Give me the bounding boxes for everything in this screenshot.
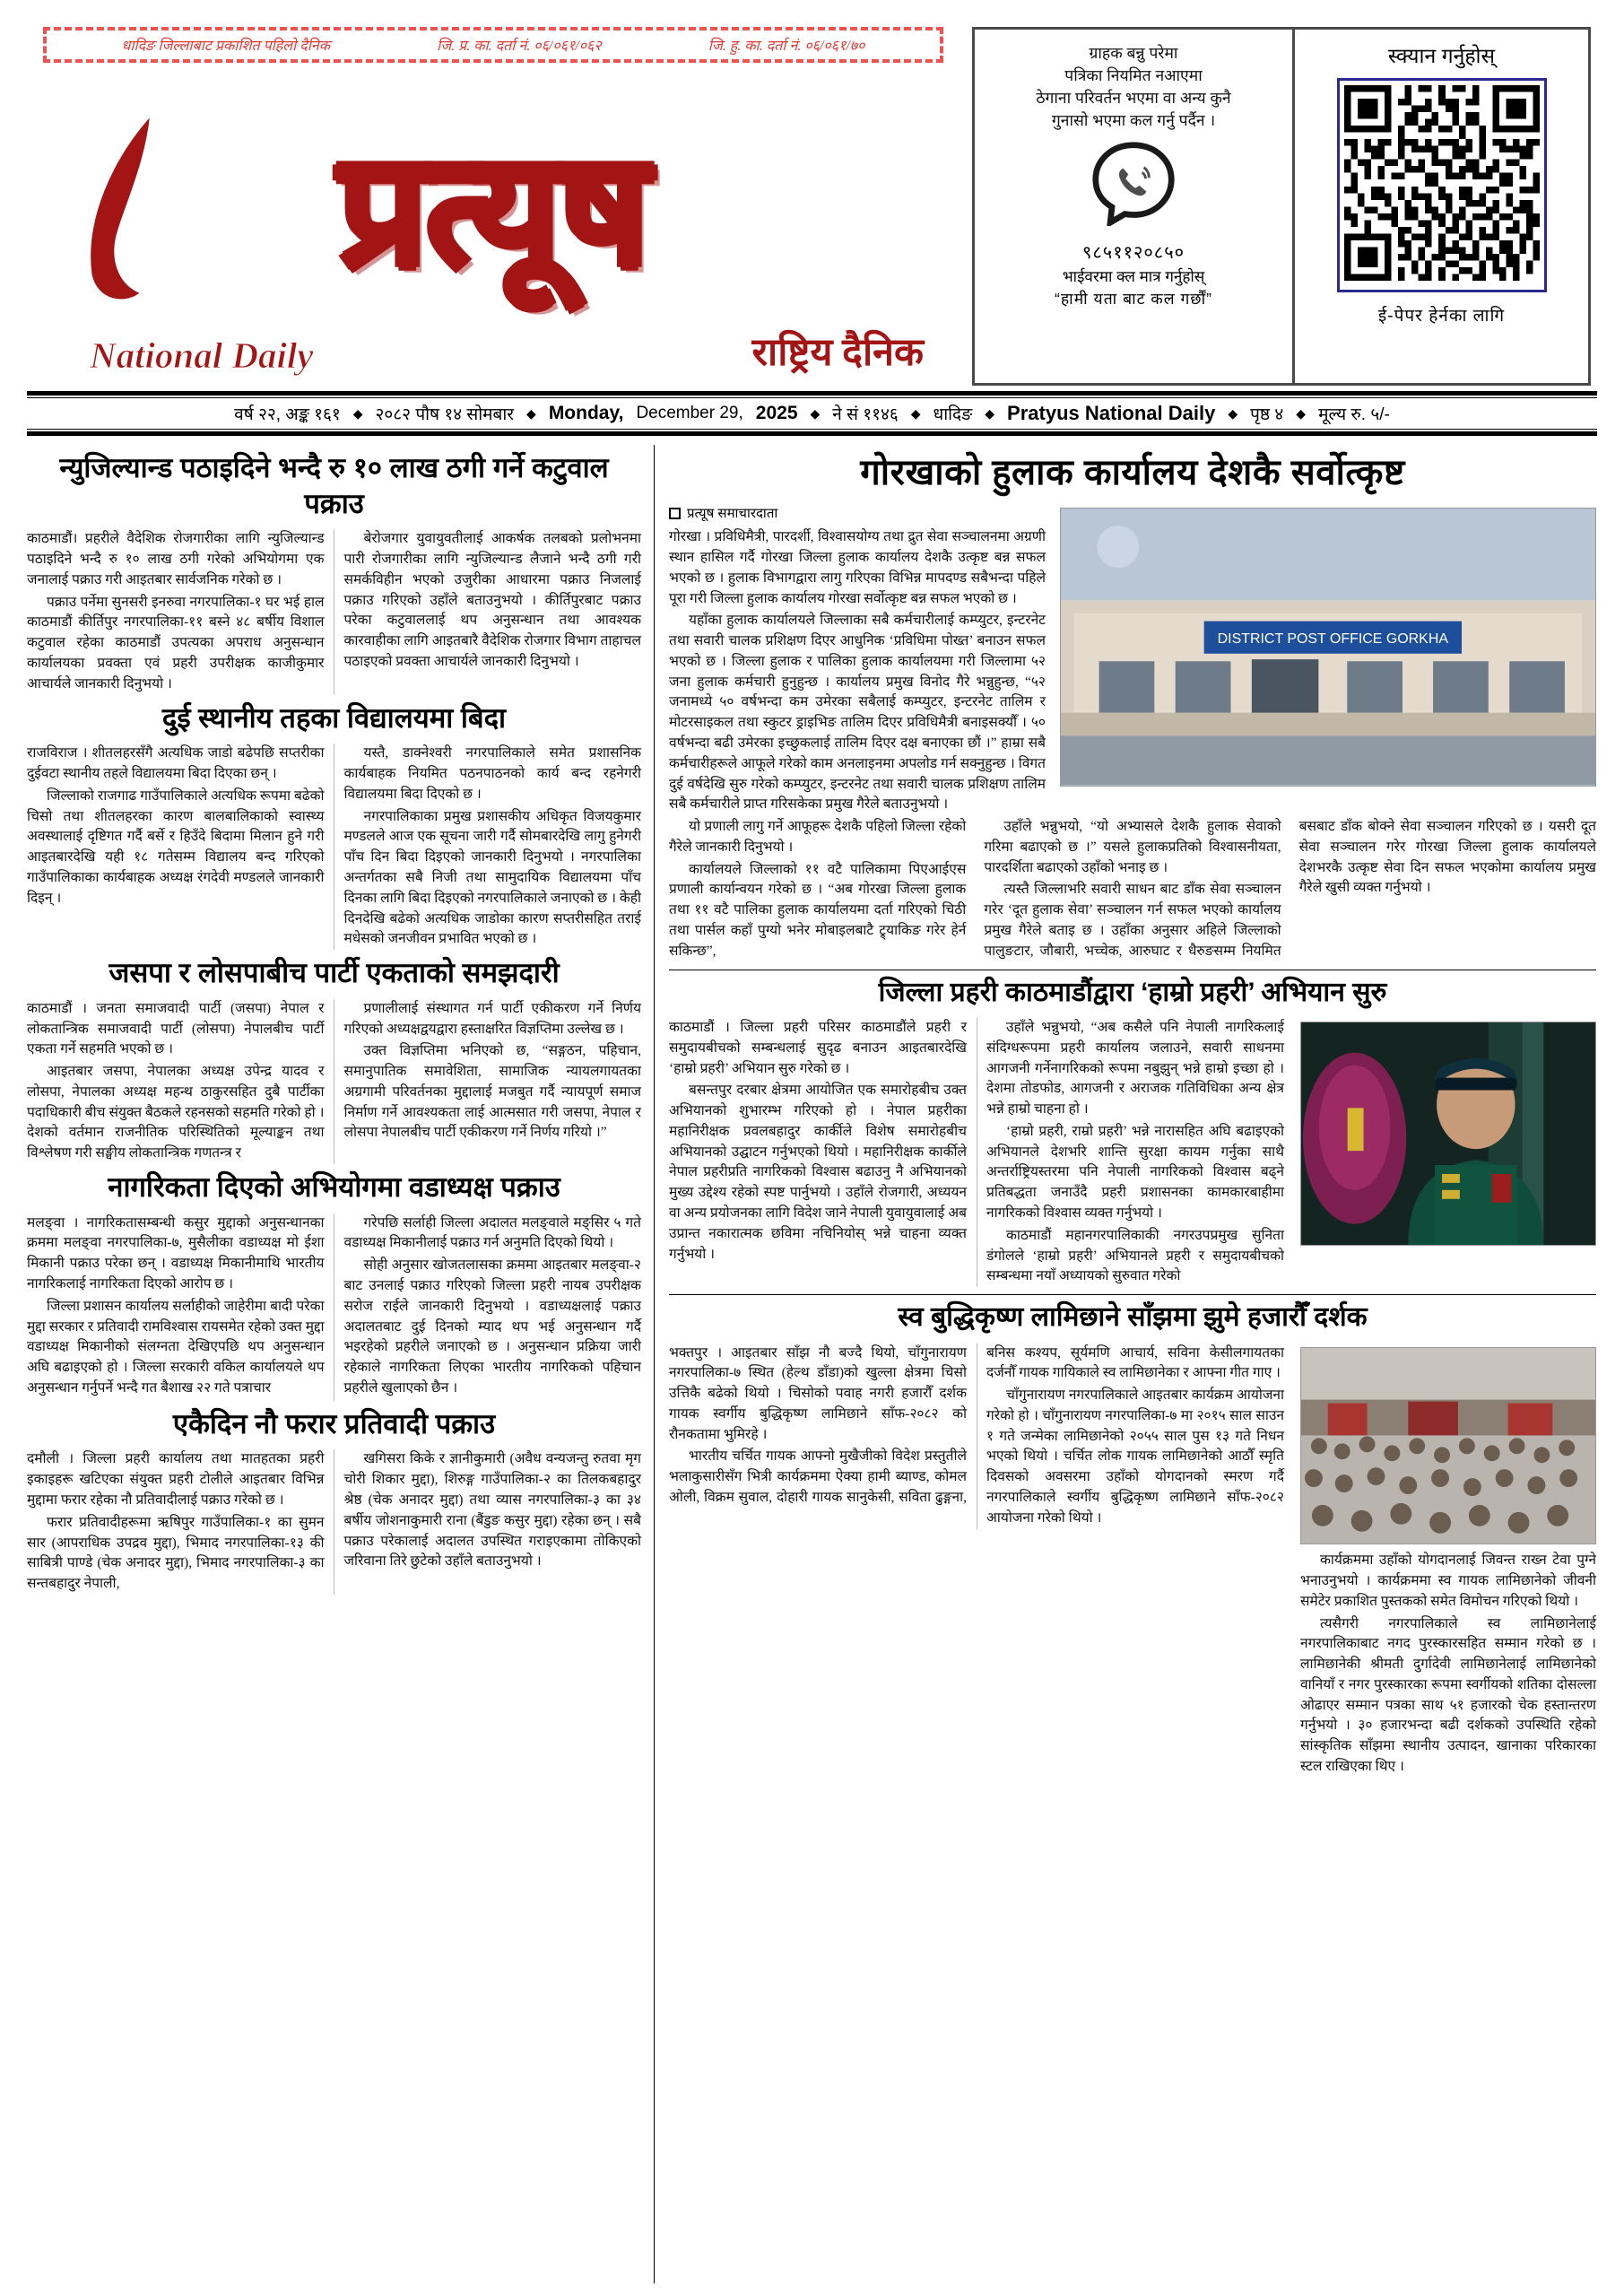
brand-name-english: Pratyus National Daily <box>1007 402 1216 424</box>
photo-police-officer <box>1300 1022 1596 1246</box>
paragraph: उहाँले भन्नुभयो, “अब कसैले पनि नेपाली नागरिकलाई संदिग्धरूपमा प्रहरी कार्यालय जलाउने, सवारी साधनमा आगजनी गर्नेनागरिकको रूपमा नबुझुन् भन्ने हाम्रो इच्छा हो । देशमा तोडफोड, आगजनी र अराजक गतिविधिका अन्य क्षेत्र भन्ने हाम्रो चाहना हो । <box>986 1019 1284 1118</box>
headline-gorkha-post-office: गोरखाको हुलाक कार्यालय देशकै सर्वोत्कृष्ट <box>860 453 1405 492</box>
paragraph: यहाँका हुलाक कार्यालयले जिल्लाका सबै कर्मचारीलाई कम्प्युटर, इन्टरनेट तथा सवारी चालक प्रशिक्षण दिएर आधुनिक ‘प्रविधिमा पोख्त’ बनाउन सफल भएको छ । जिल्ला हुलाक र पालिका हुलाक कार्यालयमा गरी जिल्लामा ५२ जना हुलाक कर्मचारी हुनुहुन्छ । कार्यालय प्रमुख विनोद गैरे भन्नुहुन्छ, “५२ जनामध्ये ५० वर्षभन्दा कम उमेरका सबैलाई कम्प्युटर, इन्टरनेट तालिम र मोटरसाइकल तथा स्कुटर ड्राइभिङ तालिम दिएर प्रविधिमैत्री बनाइसक्यौँ । ५० वर्षभन्दा बढी उमेरका इच्छुकलाई तालिम दिएर दक्ष बनाएका छौं ।” हाम्रा सबै कर्मचारीहरूले आफूले गरेको काम अनलाइनमा अपलोड गर्न सक्नुहुन्छ । विगत दुई वर्षदेखि सुरु गरेको कम्प्युटर, इन्टरनेट तथा सवारी चालक प्रशिक्षण तालिम सबै कर्मचारीले प्राप्त गरिसकेका प्रमुख गैरेले बताउनुभयो । <box>669 613 1046 813</box>
section-divider-2 <box>669 1294 1596 1295</box>
paragraph: मलङ्वा । नागरिकतासम्बन्धी कसुर मुद्दाको अनुसन्धानका क्रममा मलङ्वा नगरपालिका-७, मुसैलीका वडाध्यक्ष मो ईशा मिकानी पक्राउ परेका छन् । वडाध्यक्ष मिकानीमाथि भारतीय नागरिकलाई नागरिकता दिएको आरोप छ । <box>27 1214 325 1292</box>
article-lamichhane-evening <box>669 1300 1596 1779</box>
headline-lamichhane-evening: स्व बुद्धिकृष्ण लामिछाने साँझमा झुमे हजारौँ दर्शक <box>898 1302 1368 1333</box>
nepali-date: २०८२ पौष १४ सोमबार <box>375 405 515 424</box>
article-party-unity <box>27 955 641 1164</box>
epaper-caption: ई-पेपर हेर्नका लागि <box>1377 307 1506 326</box>
promo-line-2: पत्रिका नियमित नआएमा <box>1064 65 1203 84</box>
subscriber-contact-box <box>972 27 1295 386</box>
article-school-holiday <box>27 700 641 950</box>
article-gorkha-post-office <box>669 450 1596 962</box>
masthead-title-nepali: प्रत्यूष <box>338 124 648 299</box>
diamond-separator-2: ◆ <box>526 405 536 421</box>
qr-code-icon[interactable] <box>1337 78 1547 292</box>
paragraph: उक्त विज्ञप्तिमा भनिएको छ, “सङ्गठन, पहिचान, समानुपातिक समावेशिता, सामाजिक न्यायलगायतका अग्रगामी परिवर्तनका मुद्दालाई मजबुत गर्दै न्यायपूर्ण समाज निर्माण गर्ने आवश्यकता लाई आत्मसात गरी जसपा, नेपाल र लोसपा नेपालबीच पार्टी एकीकरण गर्ने निर्णय गरियो ।” <box>343 1043 641 1141</box>
headline-police-campaign: जिल्ला प्रहरी काठमाडौंद्वारा ‘हाम्रो प्रहरी’ अभियान सुरु <box>878 977 1387 1007</box>
paragraph: गरेपछि सर्लाही जिल्ला अदालत मलङ्वाले मङ्सिर ५ गते वडाध्यक्ष मिकानीलाई पक्राउ गर्न अनुमति दिएको थियो । <box>343 1214 641 1251</box>
paragraph: काठमाडौं महानगरपालिकाकी नगरउपप्रमुख सुनिता डंगोलले ‘हाम्रो प्रहरी’ अभियानले प्रहरी र समुदायबीचको सम्बन्धमा नयाँ अध्यायको सुरुवात गरेको <box>986 1227 1284 1284</box>
english-date: December 29, <box>636 404 743 422</box>
masthead-subtitles <box>27 324 960 377</box>
price: मूल्य रु. ५/- <box>1318 405 1390 424</box>
paragraph: काठमाडौं। प्रहरीले वैदेशिक रोजगारीका लागि न्युजिल्यान्ड पठाइदिने भन्दै रु १० लाख ठगी गरेको अभियोगमा एक जनालाई पक्राउ गरी आइतबार सार्वजनिक गरेको छ । <box>27 531 325 587</box>
paragraph: कार्यालयले जिल्लाको ११ वटै पालिकामा पिएआईएस प्रणाली कार्यान्वयन गरेको छ । “अब गोरखा जिल्ला हुलाक तथा ११ वटै पालिका हुलाक कार्यालयमा दर्ता गरिएको चिठी तथा पार्सल कहाँ पुग्यो भनेर मोबाइलबाटै ट्र्याकिङ गरेर हेर्न सकिन्छ”, <box>669 861 967 959</box>
article-police-campaign <box>669 976 1596 1288</box>
paragraph: जिल्ला प्रशासन कार्यालय सर्लाहीको जाहेरीमा बादी परेका मुद्दा सरकार र प्रतिवादी रामविश्वास रायसमेत रहेको उक्त मुद्दा वडाध्यक्ष मिकानीको संलग्नता देखिएपछि थप अनुसन्धान अघि बढाइएको हो । जिल्ला सरकारी वकिल कार्यालयले थप अनुसन्धान गर्नुपर्ने भन्दै गत बैशाख २२ गते पत्राचार <box>27 1298 325 1396</box>
paragraph: दमौली । जिल्ला प्रहरी कार्यालय तथा मातहतका प्रहरी इकाइहरू खटिएका संयुक्त प्रहरी टोलीले आइतबार विभिन्न मुद्दामा फरार रहेका नौ प्रतिवादीलाई पक्राउ गरेको छ । <box>27 1451 325 1508</box>
gorkha-body-columns <box>669 817 1596 961</box>
contact-phone-number: ९८५११२०८५० <box>1082 243 1185 264</box>
paragraph: प्रणालीलाई संस्थागत गर्न पार्टी एकीकरण गर्ने निर्णय गरिएको अध्यक्षद्वयद्वारा हस्ताक्षरित विज्ञप्तिमा उल्लेख छ । <box>343 1000 641 1037</box>
paragraph: काठमाडौं । जनता समाजवादी पार्टी (जसपा) नेपाल र लोकतान्त्रिक समाजवादी पार्टी (लोसपा) नेपालबीच पार्टी एकता गर्ने सहमति भएको छ । <box>27 1000 325 1057</box>
paragraph: सोही अनुसार खोजतलासका क्रममा आइतबार मलङ्वा-२ बाट उनलाई पक्राउ गरिएको जिल्ला प्रहरी नायब उपरीक्षक सरोज राईले जानकारी दिनुभयो । वडाध्यक्षलाई पक्राउ अदालतबाट दुई दिनको म्याद थप भई अनुसन्धान गर्दै भइरहेको प्रहरीले जनाएको छ । अनुसन्धान प्रक्रिया जारी रहेकाले नागरिकता लिएका भारतीय नागरिकको पहिचान प्रहरीले खुलाएको छैन । <box>343 1257 641 1396</box>
diamond-separator-3: ◆ <box>810 405 821 421</box>
paragraph: खगिसरा किके र ज्ञानीकुमारी (अवैध वन्यजन्तु रुतवा मृग चोरी शिकार मुद्दा), शिरुङ्ग गाउँपालिका-२ का तिलकबहादुर श्रेष्ठ (चेक अनादर मुद्दा) तथा व्यास नगरपालिका-३ का ३४ बर्षीय जोशनाकुमारी राना (बैंडुङ कसुर मुद्दा) रहेका छन् । सबै पक्राउ परेकालाई अदालत उपस्थित गराइएकामा तोकिएको जरिवाना तिरे छुटेको उहाँले बताउनुभयो । <box>343 1451 641 1570</box>
left-column <box>27 445 655 2283</box>
diamond-separator-7: ◆ <box>1296 405 1307 421</box>
paragraph: राजविराज । शीतलहरसँगै अत्यधिक जाडो बढेपछि सप्तरीका दुईवटा स्थानीय तहले विद्यालयमा बिदा दिएका छन् । <box>27 745 325 782</box>
lead-photo-column <box>1060 504 1596 817</box>
masthead-column <box>27 27 960 386</box>
headline-school-holiday: दुई स्थानीय तहका विद्यालयमा बिदा <box>161 701 507 734</box>
paragraph: काठमाडौं । जिल्ला प्रहरी परिसर काठमाडौंले प्रहरी र समुदायबीचको सम्बन्धलाई सुदृढ बनाउन आइतबारदेखि ‘हाम्रो प्रहरी’ अभियान सुरु गरेको छ । <box>669 1019 967 1076</box>
paragraph: भक्तपुर । आइतबार साँझ नौ बज्दै थियो, चाँगुनारायण नगरपालिका-७ स्थित (हेल्थ डाँडा)को खुल्ला क्षेत्रमा चिसो उत्तिकै बढेको थियो । चिसोको पवाह नगरी हजारौँ दर्शक गायक स्वर्गीय बुद्धिकृष्ण लामिछाने साँफ-२०८२ को रौनकतामा भुमिरहे । <box>669 1344 967 1442</box>
svg-text:DISTRICT POST OFFICE GORKHA: DISTRICT POST OFFICE GORKHA <box>1217 631 1449 648</box>
reg-mid-text: जि. प्र. का. दर्ता नं. ०६/०६१/०६२ <box>437 39 602 54</box>
headline-nine-fugitives: एकैदिन नौ फरार प्रतिवादी पक्राउ <box>172 1407 496 1439</box>
callback-quote: “हामी यता बाट कल गर्छौं” <box>1055 290 1212 309</box>
reg-right-text: जि. हु. का. दर्ता नं. ०६/०६१/७० <box>708 39 865 54</box>
nepal-sambat: ने सं ११४६ <box>832 405 899 424</box>
article-citizenship-arrest <box>27 1170 641 1401</box>
byline-text: प्रत्यूष समाचारदाता <box>687 506 778 522</box>
english-year: 2025 <box>755 403 798 423</box>
epaper-qr-box <box>1295 27 1591 386</box>
diamond-separator-4: ◆ <box>910 405 921 421</box>
headline-newzealand-fraud: न्युजिल्यान्ड पठाइदिने भन्दै रु १० लाख ठगी गर्ने कटुवाल पक्राउ <box>59 452 609 519</box>
place-name: धादिङ <box>933 405 973 424</box>
photo-concert-crowd <box>1300 1347 1596 1545</box>
headline-party-unity: जसपा र लोसपाबीच पार्टी एकताको समझदारी <box>109 957 560 989</box>
masthead-logo <box>27 63 960 386</box>
byline <box>669 504 1046 522</box>
paragraph: ‘हाम्रो प्रहरी, राम्रो प्रहरी’ भन्ने नारासहित अघि बढाइएको अभियानले देशभरि शान्ति सुरक्षा कायम गर्नुका साथै अन्तर्राष्ट्रियस्तरमा पनि नेपाली नागरिकको विश्वास बढ्ने प्रतिबद्धता जनाउँदै प्रहरी प्रशासनका कामकारबाहीमा नागरिकको विश्वास व्यक्त गर्नुभयो । <box>986 1123 1284 1222</box>
flame-icon <box>74 104 181 310</box>
paragraph: बसन्तपुर दरबार क्षेत्रमा आयोजित एक समारोहबीच उक्त अभियानको शुभारम्भ गरिएको हो । नेपाल प्रहरीका महानिरीक्षक प्रवलबहादुर कार्कीले विशेष समारोहबीच अभियानको उद्घाटन गर्नुभएको थियो । महानिरीक्षक कार्कीले नेपाल प्रहरीप्रति नागरिकको विश्वास बढाउनु नै अभियानको मुख्य उद्देश्य रहेको स्पष्ट पार्नुभयो । उहाँले रोजगारी, अध्ययन वा अन्य प्रयोजनका लागि विदेश जाने नेपाली युवायुवालाई अब उप्रान्त नकारात्मक छविमा नचिनियोस् भन्ने चाहना व्यक्त गर्नुभयो । <box>669 1083 967 1262</box>
paragraph: आइतबार जसपा, नेपालका अध्यक्ष उपेन्द्र यादव र लोसपा, नेपालका अध्यक्ष महन्थ ठाकुरसहित दुबै पार्टीका पदाधिकारी बीच संयुक्त बैठकले रहनसको सहमति गरेको हो । देशको वर्तमान राजनीतिक परिस्थितिको मूल्याङ्कन तथा विश्लेषण गरी सङ्घीय लोकतान्त्रिक गणतन्त्र र <box>27 1064 325 1161</box>
promo-line-1: ग्राहक बन्नु परेमा <box>1089 44 1178 62</box>
paragraph: जिल्लाको राजगाढ गाउँपालिकाले अत्यधिक रूपमा बढेको चिसो तथा शीतलहरका कारण बालबालिकाको स्वास्थ्य अवस्थालाई दृष्टिगत गर्दै बर्से र हिउँदे बिदामा मिलान हुने गरी आइतबारदेखि यही १८ गतेसम्म विद्यालय बन्द गरिएको गाउँपालिकाका कार्यबाहक अध्यक्ष रंगदेवी मण्डलले जानकारी दिइन् । <box>27 787 325 906</box>
article-newzealand-fraud <box>27 450 641 695</box>
diamond-separator-5: ◆ <box>985 405 995 421</box>
masthead-title-english: National Daily <box>90 335 314 376</box>
byline-square-icon <box>669 508 681 519</box>
diamond-separator-1: ◆ <box>352 405 363 421</box>
diamond-separator-6: ◆ <box>1228 405 1238 421</box>
paragraph: यस्तै, डाक्नेश्वरी नगरपालिकाले समेत प्रशासनिक कार्यबाहक नियमित पठनपाठनको कार्य बन्द रहनेगरी विद्यालयमा बिदा दिएको छ । <box>343 745 641 802</box>
volume-issue: वर्ष २२, अङ्क १६१ <box>234 405 341 424</box>
promo-line-3: ठेगाना परिवर्तन भएमा वा अन्य कुनै <box>1036 88 1231 107</box>
paragraph: बेरोजगार युवायुवतीलाई आकर्षक तलबको प्रलोभनमा पारी रोजगारीका लागि न्युजिल्यान्ड लैजाने भन्दै ठगी गरी समर्कविहीन भएको उजुरीका आधारमा पक्राउ निजलाई पक्राउ गरिएको उहाँले बताउनुभयो । कीर्तिपुरबाट पक्राउ परेका कटुवाललाई थप अनुसन्धान तथा आवश्यक कारवाहीका लागि आइतबारै वैदेशिक रोजगार विभाग ताहाचल पठाइएको प्रवक्ता आचार्यले जानकारी दिनुभयो । <box>343 531 641 670</box>
paragraph: पक्राउ पर्नेमा सुनसरी इनरुवा नगरपालिका-१ घर भई हाल काठमाडौं कीर्तिपुर नगरपालिका-११ बस्ने ४८ बर्षीय विशाल कटुवाल रहेका काठमाडौं उपत्यका अपराध अनुसन्धान कार्यालयका प्रवक्ता एवं प्रहरी उपरीक्षक काजीकुमार आचार्यले जानकारी दिनुभयो । <box>27 594 325 691</box>
date-bar <box>27 391 1597 436</box>
qr-title: स्क्यान गर्नुहोस् <box>1387 44 1496 67</box>
paragraph: कार्यक्रममा उहाँको योगदानलाई जिवन्त राख्न टेवा पुग्ने भनाउनुभयो । कार्यक्रममा स्व गायक लामिछानेको जीवनी समेटेर प्रकाशित पुस्तकको समेत विमोचन गरिएको थियो । <box>1300 1552 1596 1609</box>
headline-citizenship-arrest: नागरिकता दिएको अभियोगमा वडाध्यक्ष पक्राउ <box>108 1171 560 1203</box>
photo-post-office <box>1060 508 1596 787</box>
article-nine-fugitives <box>27 1406 641 1595</box>
paragraph: नगरपालिकाका प्रमुख प्रशासकीय अधिकृत विजयकुमार मण्डलले आज एक सूचना जारी गर्दै सोमबारदेखि लागु हुनेगरी पाँच दिन बिदा दिइएको जानकारी दिनुभयो । नगरपालिका अन्तर्गतका सबै निजी तथा सामुदायिक विद्यालयमा पाँच दिनका लागि बिदा दिइएको नगरपालिकाले जनाएको छ । केही दिनदेखि बढेको अत्यधिक जाडोका कारण सप्तरीसहित तराई मधेसको जनजीवन प्रभावित भएको छ । <box>343 808 641 947</box>
promo-line-4: गुनासो भएमा कल गर्नु पर्दैन । <box>1051 110 1216 129</box>
reg-left-text: धादिङ जिल्लाबाट प्रकाशित पहिलो दैनिक <box>121 39 331 54</box>
paragraph: फरार प्रतिवादीहरूमा ऋषिपुर गाउँपालिका-१ का सुमन सार (आपराधिक उपद्रव मुद्दा), भिमाद नगरपालिका-१३ की साबित्री पाण्डे (चेक अनादर मुद्दा), भिमाद नगरपालिका-३ का सन्तबहादुर नेपाली, <box>27 1514 325 1592</box>
paragraph: गोरखा । प्रविधिमैत्री, पारदर्शी, विश्वासयोग्य तथा द्रुत सेवा सञ्चालनमा अग्रणी स्थान हासिल गर्दै गोरखा जिल्ला हुलाक कार्यालय देशकै उत्कृष्ट बन्न सफल भएको छ । हुलाक विभागद्वारा लागु गरिएका विभिन्न मापदण्ड सबैभन्दा पहिले पूरा गरी जिल्ला हुलाक कार्यालय गोरखा सर्वोत्कृष्ट बन्न सफल भएको छ । <box>669 529 1046 606</box>
page-count: पृष्ठ ४ <box>1250 405 1284 424</box>
english-day: Monday, <box>548 403 624 423</box>
paragraph: त्यसैगरी नगरपालिकाले स्व लामिछानेलाई नगरपालिकाबाट नगद पुरस्कारसहित सम्मान गरेको छ । लामिछानेकी श्रीमती दुर्गादेवी लामिछानेलाई लामिछानेको वानियाँ र नगर पुरस्कारका रूपमा स्वर्गीयको शतिका दोसल्ला ओढाएर सम्मान पत्रका साथ ५१ हजारको चेक हस्तान्तरण गर्नुभयो । ३० हजारभन्दा बढी दर्शकको उपस्थिति रहेको सांस्कृतिक साँझमा स्थानीय उत्पादन, खानाका परिकारका स्टल राखिएका थिए । <box>1300 1615 1596 1774</box>
paragraph: उहाँले भन्नुभयो, “यो अभ्यासले देशकै हुलाक सेवाको गरिमा बढाएको छ ।” यसले हुलाकप्रतिको विश्वासनीयता, पारदर्शिता बढाएको उहाँको भनाइ छ । <box>984 819 1281 875</box>
paragraph: चाँगुनारायण नगरपालिकाले आइतबार कार्यक्रम आयोजना गरेको हो । चाँगुनारायण नगरपालिका-७ मा २०१५ साल साउन १ गते जन्मेका लामिछानेको २०५५ साल पुस १३ गते निधन भएको थियो । चर्चित लोक गायक लामिछानेको आठौँ स्मृति दिवसको अवसरमा उहाँको योगदानको स्मरण गर्दै नगरपालिकाले स्वर्गीय बुद्धिकृष्ण लामिछाने साँफ-२०८२ आयोजना गरेको थियो । <box>986 1387 1284 1526</box>
masthead-subtitle-nepali: राष्ट्रिय दैनिक <box>751 332 924 374</box>
registration-strip <box>43 27 943 63</box>
paragraph: भारतीय चर्चित गायक आफ्नो मुखैजीको विदेश प्रस्तुतीले भलाकुसारीसँग भित्री कार्यक्रममा ऐक्या हामी ब्याण्ड, कोमल ओली, विक्रम सुवाल, दोहारी गायक सानुकेसी, सविता ढुङ्गना, बनिस कश्यप, सूर्यमणि आचार्य, सविना केसीलगायतका दर्जनौँ गायक गायिकाले स्व लामिछानेका र आफ्ना गीत गाए । <box>669 1344 1284 1505</box>
viber-phone-icon <box>1090 140 1177 230</box>
paragraph: त्यस्तै जिल्लाभरि सवारी साधन बाट डाँक सेवा सञ्चालन गरेर ‘दूत हुलाक सेवा’ सञ्चालन गर्न सफल भएको कार्यालय प्रमुख गैरेले बताइ छ । उहाँका अनुसार अहिले जिल्लाको पालुङटार, जौबारी, भच्चेक, आरुघाट र धैरुङसम्म नियमित बसबाट डाँक बोक्ने सेवा सञ्चालन गरिएको छ । यसरी दूत सेवा सञ्चालन गरेर गोरखा जिल्ला हुलाक कार्यालयले देशभरकै उत्कृष्ट सेवा दिन सफल भएकोमा कार्यालय प्रमुख गैरेले खुसी व्यक्त गर्नुभयो । <box>984 819 1596 959</box>
content-area <box>0 436 1624 2296</box>
viber-instruction: भाईवरमा क्ल मात्र गर्नुहोस् <box>1062 268 1205 286</box>
page-header <box>0 0 1624 386</box>
paragraph: यो प्रणाली लागु गर्ने आफूहरू देशकै पहिलो जिल्ला रहेको गैरेले जानकारी दिनुभयो । <box>669 819 967 855</box>
lead-text-column <box>669 504 1046 817</box>
main-column <box>655 445 1596 2283</box>
